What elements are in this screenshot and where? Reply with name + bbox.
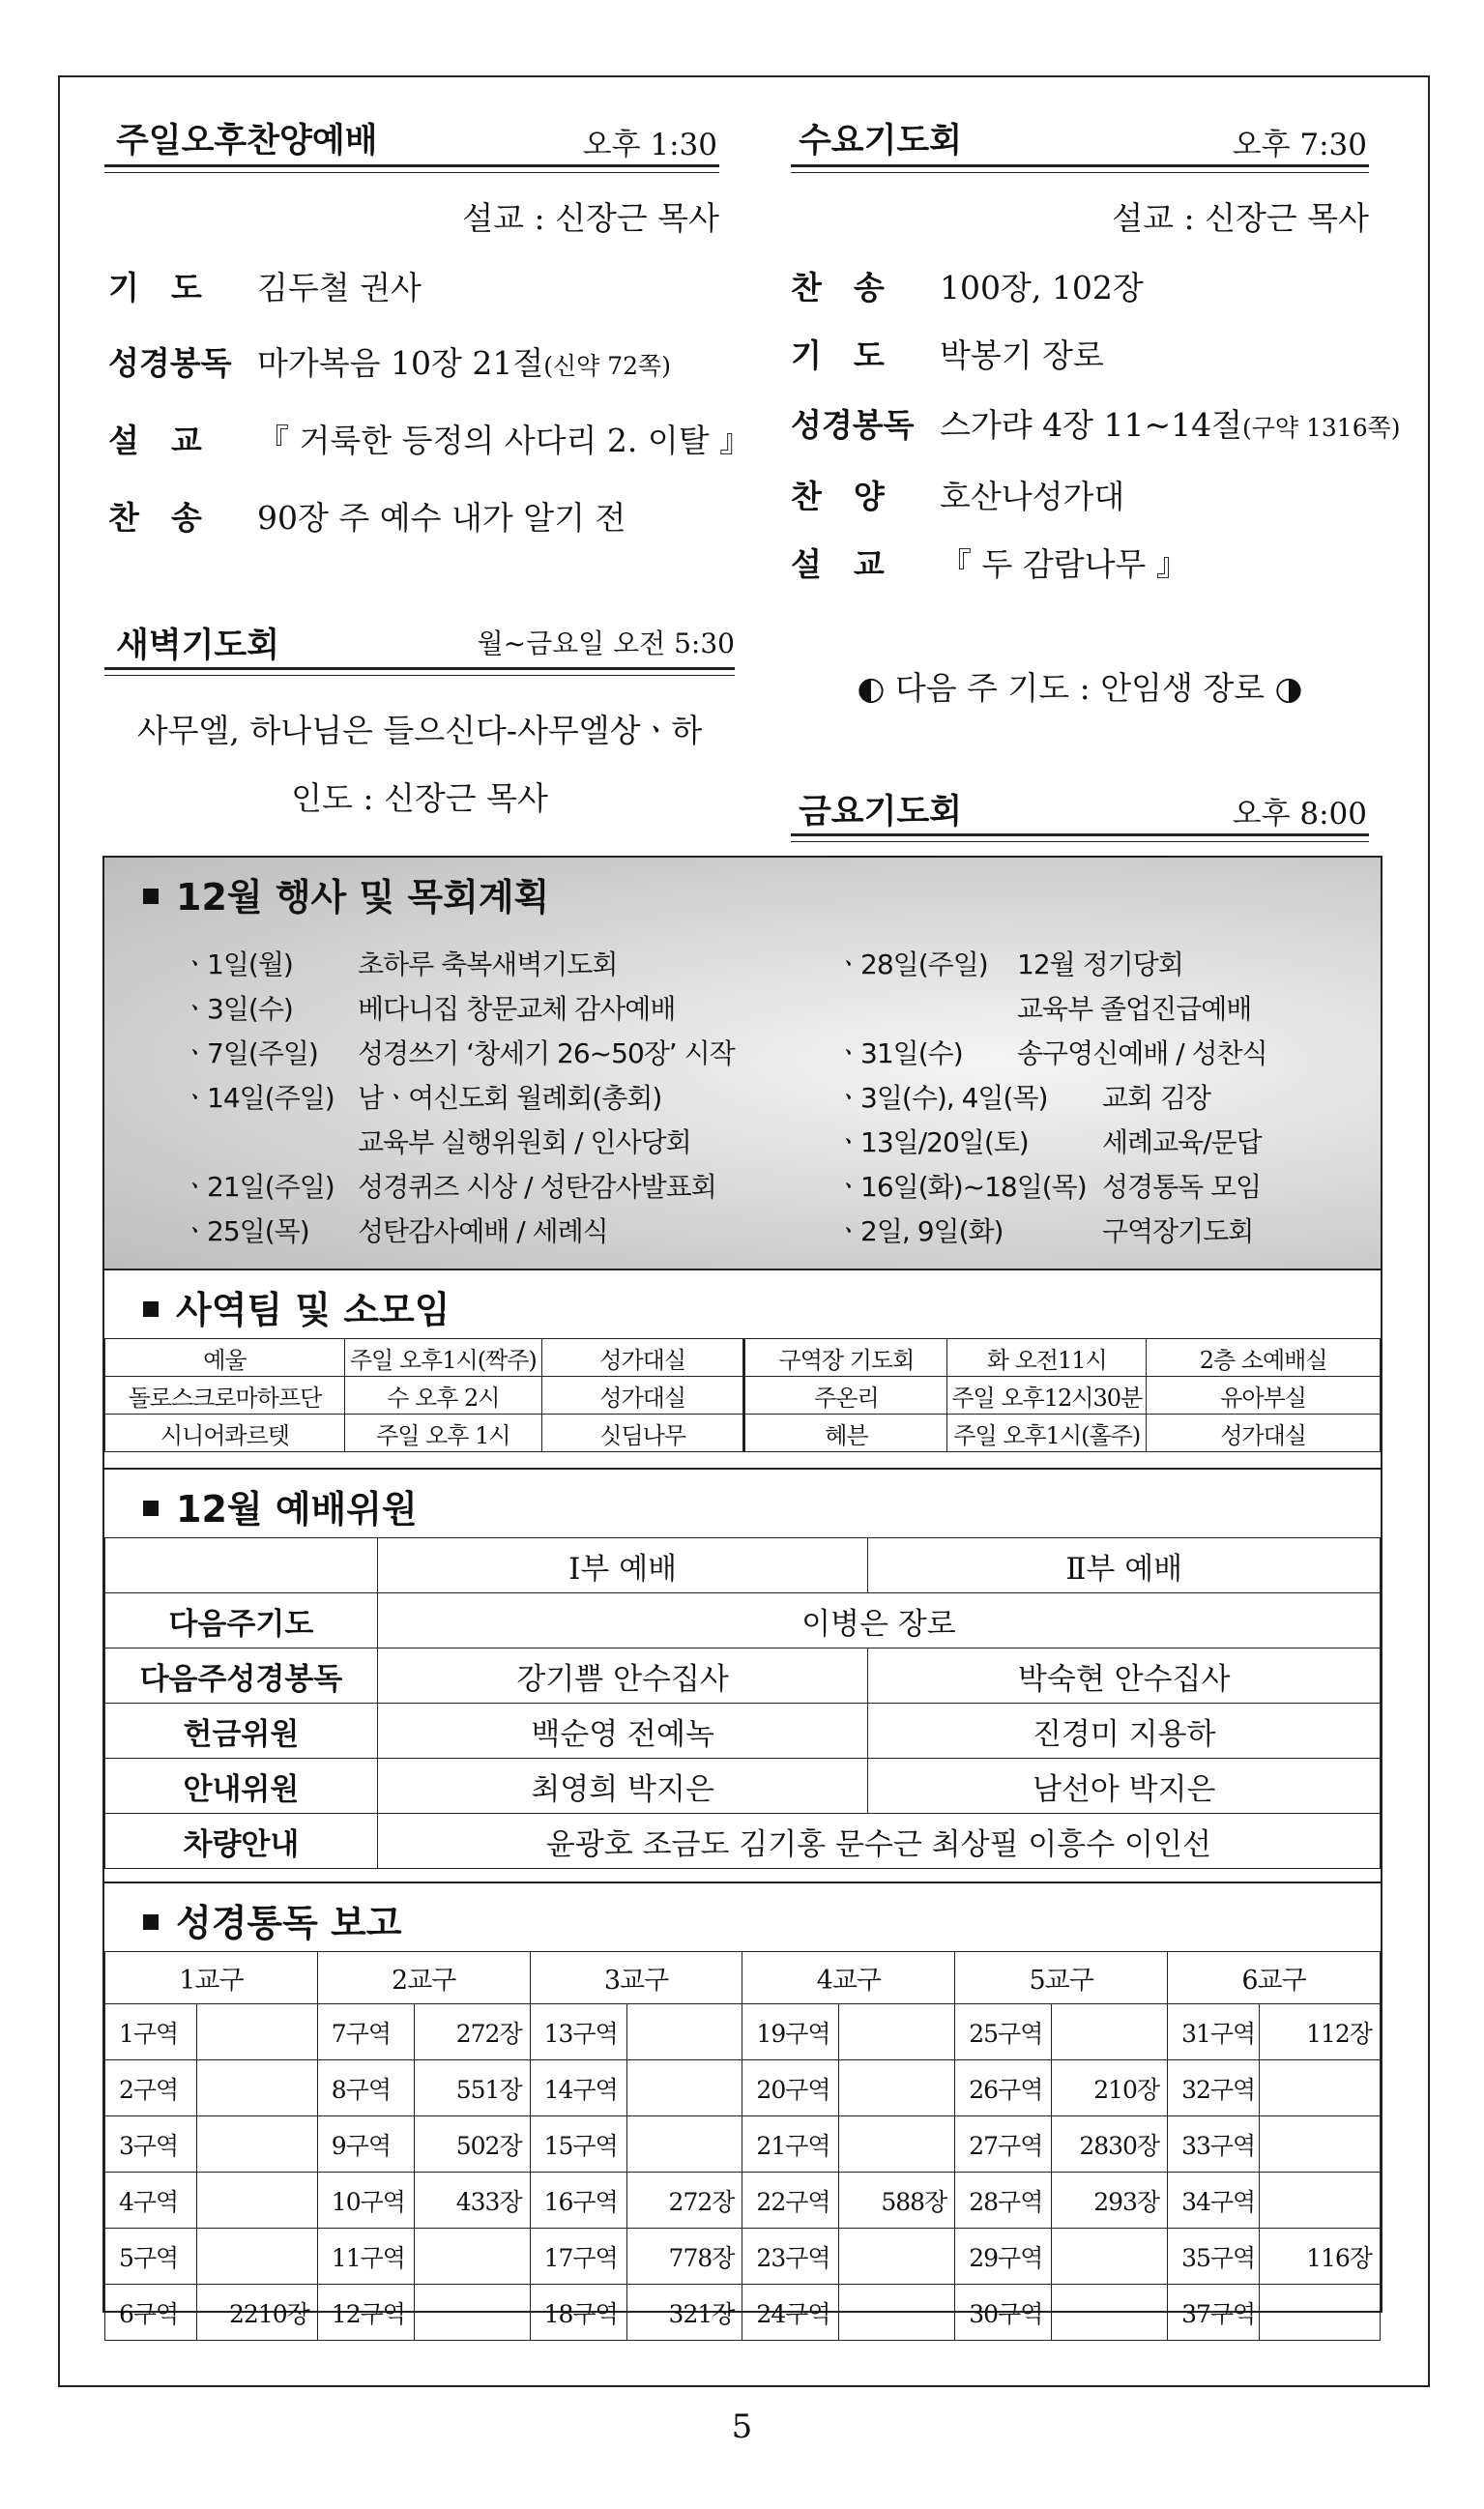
- area-cell: 25구역: [955, 2004, 1052, 2060]
- table-cell: 주일 오후1시(짝주): [344, 1339, 541, 1377]
- table-cell: 수 오후 2시: [344, 1377, 541, 1415]
- area-cell: 23구역: [742, 2229, 839, 2285]
- chapters-cell: [626, 2116, 742, 2173]
- chapters-cell: 433장: [414, 2173, 530, 2229]
- chapters-cell: 588장: [839, 2173, 955, 2229]
- event-desc: 송구영신예배 / 성찬식: [1017, 1037, 1267, 1069]
- table-row: [105, 1415, 1381, 1452]
- events-section: [104, 858, 1381, 1269]
- area-cell: 19구역: [742, 2004, 839, 2060]
- area-cell: 14구역: [530, 2060, 626, 2116]
- bible-report-title: 성경통독 보고: [143, 1893, 401, 1946]
- row-header: 안내위원: [105, 1759, 378, 1814]
- wednesday-row-label: 기 도: [791, 336, 885, 374]
- table-cell: [105, 1538, 378, 1593]
- event-date: ㆍ28일(주일): [835, 948, 988, 980]
- square-bullet-icon: [143, 1501, 159, 1516]
- chapters-cell: [1260, 2285, 1381, 2341]
- table-cell: 시니어콰르텟: [105, 1415, 345, 1452]
- area-cell: 20구역: [742, 2060, 839, 2116]
- chapters-cell: [196, 2004, 317, 2060]
- event-date: ㆍ13일/20일(토): [835, 1126, 1029, 1158]
- wednesday-row-label: 찬 양: [791, 478, 885, 515]
- event-date: ㆍ25일(목): [182, 1215, 309, 1247]
- wednesday-rule: [791, 164, 1369, 173]
- table-cell: 구역장 기도회: [744, 1339, 947, 1377]
- area-cell: 10구역: [317, 2173, 414, 2229]
- dawn-leader: 인도 : 신장근 목사: [291, 779, 548, 817]
- area-cell: 17구역: [530, 2229, 626, 2285]
- sunday-pm-row-label: 기 도: [108, 269, 202, 306]
- event-desc: 베다니집 창문교체 감사예배: [358, 993, 676, 1025]
- chapters-cell: [196, 2229, 317, 2285]
- chapters-cell: 551장: [414, 2060, 530, 2116]
- area-cell: 33구역: [1168, 2116, 1260, 2173]
- bible-report-header: [104, 1882, 1381, 1953]
- bible-report-table: [104, 1951, 1381, 2341]
- event-desc: 성경쓰기 ‘창세기 26~50장’ 시작: [358, 1037, 735, 1069]
- event-date: ㆍ21일(주일): [182, 1171, 335, 1203]
- area-cell: 22구역: [742, 2173, 839, 2229]
- service-2-header: Ⅱ부 예배: [868, 1538, 1381, 1593]
- area-cell: 5구역: [105, 2229, 197, 2285]
- table-row: [105, 1339, 1381, 1377]
- table-cell: 유아부실: [1147, 1377, 1381, 1415]
- event-desc: 초하루 축복새벽기도회: [358, 948, 618, 980]
- area-cell: 9구역: [317, 2116, 414, 2173]
- friday-rule: [791, 833, 1369, 842]
- table-cell: 돌로스크로마하프단: [105, 1377, 345, 1415]
- table-cell: 화 오전11시: [947, 1339, 1147, 1377]
- worship-staff-header: [104, 1468, 1381, 1539]
- area-cell: 34구역: [1168, 2173, 1260, 2229]
- group-header: 3교구: [530, 1952, 742, 2004]
- table-row: [105, 1952, 1381, 2004]
- chapters-cell: [414, 2285, 530, 2341]
- area-cell: 30구역: [955, 2285, 1052, 2341]
- sunday-pm-row-value: 김두철 권사: [257, 269, 422, 306]
- table-cell: 주온리: [744, 1377, 947, 1415]
- friday-title: 금요기도회: [799, 793, 963, 831]
- event-desc: 교육부 졸업진급예배: [1017, 993, 1252, 1025]
- chapters-cell: 293장: [1052, 2173, 1168, 2229]
- dawn-rule: [104, 667, 735, 676]
- chapters-cell: [1260, 2116, 1381, 2173]
- area-cell: 3구역: [105, 2116, 197, 2173]
- table-cell: 남선아 박지은: [868, 1759, 1381, 1814]
- row-header: 차량안내: [105, 1814, 378, 1869]
- chapters-cell: [839, 2004, 955, 2060]
- area-cell: 15구역: [530, 2116, 626, 2173]
- chapters-cell: [1052, 2285, 1168, 2341]
- ministry-title: 사역팀 및 소모임: [143, 1280, 450, 1333]
- table-row: [105, 1377, 1381, 1415]
- dawn-title: 새벽기도회: [116, 627, 280, 665]
- service-1-header: Ⅰ부 예배: [377, 1538, 868, 1593]
- sunday-pm-preacher: 설교 : 신장근 목사: [462, 199, 719, 237]
- sunday-pm-row-label: 찬 송: [108, 499, 202, 537]
- area-cell: 4구역: [105, 2173, 197, 2229]
- table-row: [105, 2229, 1381, 2285]
- row-header: 다음주성경봉독: [105, 1648, 378, 1704]
- square-bullet-icon: [143, 889, 159, 904]
- wednesday-row-label: 성경봉독: [791, 406, 915, 444]
- area-cell: 32구역: [1168, 2060, 1260, 2116]
- area-cell: 24구역: [742, 2285, 839, 2341]
- sunday-pm-row-label: 성경봉독: [108, 344, 232, 382]
- chapters-cell: [1052, 2004, 1168, 2060]
- area-cell: 13구역: [530, 2004, 626, 2060]
- wednesday-time: 오후 7:30: [1232, 128, 1367, 162]
- worship-staff-table: [104, 1537, 1381, 1869]
- chapters-cell: 778장: [626, 2229, 742, 2285]
- chapters-cell: 272장: [626, 2173, 742, 2229]
- chapters-cell: [839, 2060, 955, 2116]
- chapters-cell: [196, 2060, 317, 2116]
- dawn-time: 월~금요일 오전 5:30: [477, 627, 735, 659]
- chapters-cell: [196, 2116, 317, 2173]
- chapters-cell: 2830장: [1052, 2116, 1168, 2173]
- wednesday-row-value: 100장, 102장: [940, 269, 1144, 306]
- friday-time: 오후 8:00: [1232, 797, 1367, 831]
- area-cell: 27구역: [955, 2116, 1052, 2173]
- event-date: ㆍ16일(화)~18일(목): [835, 1171, 1087, 1203]
- area-cell: 21구역: [742, 2116, 839, 2173]
- table-cell: 주일 오후12시30분: [947, 1377, 1147, 1415]
- area-cell: 29구역: [955, 2229, 1052, 2285]
- table-cell: 싯딤나무: [541, 1415, 744, 1452]
- wednesday-row-value: 박봉기 장로: [940, 336, 1104, 374]
- event-desc: 교육부 실행위원회 / 인사당회: [358, 1126, 691, 1158]
- area-cell: 28구역: [955, 2173, 1052, 2229]
- area-cell: 2구역: [105, 2060, 197, 2116]
- chapters-cell: 2210장: [196, 2285, 317, 2341]
- area-cell: 18구역: [530, 2285, 626, 2341]
- table-cell: 성가대실: [541, 1339, 744, 1377]
- table-cell: 2층 소예배실: [1147, 1339, 1381, 1377]
- chapters-cell: [196, 2173, 317, 2229]
- table-cell: 백순영 전예녹: [377, 1704, 868, 1759]
- table-row: [105, 2173, 1381, 2229]
- table-cell: 강기쁨 안수집사: [377, 1648, 868, 1704]
- wednesday-row-value: 호산나성가대: [940, 478, 1125, 515]
- wednesday-row-note: (구약 1316쪽): [1242, 414, 1401, 442]
- group-header: 1교구: [105, 1952, 318, 2004]
- wednesday-row-value: 스가랴 4장 11~14절(구약 1316쪽): [940, 406, 1401, 444]
- table-cell: 성가대실: [1147, 1415, 1381, 1452]
- table-row: [105, 1759, 1381, 1814]
- chapters-cell: [1260, 2173, 1381, 2229]
- table-cell: 예울: [105, 1339, 345, 1377]
- table-cell: 주일 오후 1시: [344, 1415, 541, 1452]
- table-cell: 진경미 지용하: [868, 1704, 1381, 1759]
- sunday-pm-title: 주일오후찬양예배: [116, 122, 378, 160]
- ministry-header: [104, 1269, 1381, 1340]
- chapters-cell: [414, 2229, 530, 2285]
- sunday-pm-row-value: 90장 주 예수 내가 알기 전: [257, 499, 626, 537]
- table-row: [105, 2285, 1381, 2341]
- area-cell: 35구역: [1168, 2229, 1260, 2285]
- event-date: ㆍ2일, 9일(화): [835, 1215, 1004, 1247]
- dawn-series: 사무엘, 하나님은 들으신다-사무엘상ㆍ하: [136, 712, 703, 749]
- event-date: ㆍ14일(주일): [182, 1082, 335, 1114]
- table-row: [105, 2004, 1381, 2060]
- table-row: [105, 1538, 1381, 1593]
- table-cell: 이병은 장로: [377, 1593, 1380, 1648]
- chapters-cell: [1052, 2229, 1168, 2285]
- event-desc: 세례교육/문답: [1102, 1126, 1262, 1158]
- event-desc: 교회 김장: [1102, 1082, 1211, 1114]
- chapters-cell: 210장: [1052, 2060, 1168, 2116]
- area-cell: 8구역: [317, 2060, 414, 2116]
- event-date: ㆍ31일(수): [835, 1037, 963, 1069]
- next-prayer-note: ◐ 다음 주 기도 : 안임생 장로 ◑: [857, 669, 1303, 707]
- area-cell: 26구역: [955, 2060, 1052, 2116]
- square-bullet-icon: [143, 1914, 159, 1930]
- chapters-cell: [839, 2229, 955, 2285]
- wednesday-row-label: 설 교: [791, 545, 885, 583]
- table-row: [105, 1704, 1381, 1759]
- sunday-pm-rule: [104, 164, 719, 173]
- bulletin-box: [102, 856, 1382, 2328]
- area-cell: 11구역: [317, 2229, 414, 2285]
- event-date: ㆍ3일(수): [182, 993, 293, 1025]
- worship-staff-title: 12월 예배위원: [143, 1479, 418, 1532]
- table-row: [105, 1593, 1381, 1648]
- group-header: 6교구: [1168, 1952, 1381, 2004]
- group-header: 2교구: [317, 1952, 530, 2004]
- area-cell: 6구역: [105, 2285, 197, 2341]
- events-title: 12월 행사 및 목회계획: [143, 867, 549, 920]
- area-cell: 7구역: [317, 2004, 414, 2060]
- table-row: [105, 1814, 1381, 1869]
- chapters-cell: [1260, 2060, 1381, 2116]
- event-desc: 성경통독 모임: [1102, 1171, 1262, 1203]
- area-cell: 16구역: [530, 2173, 626, 2229]
- chapters-cell: [839, 2116, 955, 2173]
- area-cell: 37구역: [1168, 2285, 1260, 2341]
- sunday-pm-row-note: (신약 72쪽): [543, 352, 671, 380]
- event-desc: 성탄감사예배 / 세례식: [358, 1215, 608, 1247]
- event-date: ㆍ7일(주일): [182, 1037, 318, 1069]
- table-cell: 최영희 박지은: [377, 1759, 868, 1814]
- chapters-cell: 112장: [1260, 2004, 1381, 2060]
- chapters-cell: 272장: [414, 2004, 530, 2060]
- row-header: 다음주기도: [105, 1593, 378, 1648]
- table-row: [105, 1648, 1381, 1704]
- chapters-cell: 502장: [414, 2116, 530, 2173]
- wednesday-row-value: 『 두 감람나무 』: [940, 545, 1188, 583]
- chapters-cell: 321장: [626, 2285, 742, 2341]
- area-cell: 1구역: [105, 2004, 197, 2060]
- event-desc: 12월 정기당회: [1017, 948, 1183, 980]
- page-number: 5: [731, 2407, 753, 2446]
- table-cell: 박숙현 안수집사: [868, 1648, 1381, 1704]
- table-row: [105, 2116, 1381, 2173]
- group-header: 4교구: [742, 1952, 955, 2004]
- chapters-cell: 116장: [1260, 2229, 1381, 2285]
- wednesday-preacher: 설교 : 신장근 목사: [1112, 199, 1369, 237]
- event-date: ㆍ3일(수), 4일(목): [835, 1082, 1048, 1114]
- row-header: 헌금위원: [105, 1704, 378, 1759]
- table-cell: 윤광호 조금도 김기홍 문수근 최상필 이흥수 이인선: [377, 1814, 1380, 1869]
- event-desc: 구역장기도회: [1102, 1215, 1254, 1247]
- sunday-pm-row-value: 『 거룩한 등정의 사다리 2. 이탈 』: [257, 422, 752, 459]
- sunday-pm-row-value: 마가복음 10장 21절(신약 72쪽): [257, 344, 671, 382]
- table-cell: 성가대실: [541, 1377, 744, 1415]
- chapters-cell: [626, 2060, 742, 2116]
- table-cell: 혜븐: [744, 1415, 947, 1452]
- table-cell: 주일 오후1시(홀주): [947, 1415, 1147, 1452]
- wednesday-row-label: 찬 송: [791, 269, 885, 306]
- square-bullet-icon: [143, 1301, 159, 1317]
- event-desc: 남ㆍ여신도회 월례회(총회): [358, 1082, 662, 1114]
- table-row: [105, 2060, 1381, 2116]
- wednesday-title: 수요기도회: [799, 122, 963, 160]
- sunday-pm-time: 오후 1:30: [582, 128, 717, 162]
- area-cell: 31구역: [1168, 2004, 1260, 2060]
- chapters-cell: [626, 2004, 742, 2060]
- area-cell: 12구역: [317, 2285, 414, 2341]
- event-desc: 성경퀴즈 시상 / 성탄감사발표회: [358, 1171, 716, 1203]
- ministry-table: [104, 1338, 1381, 1452]
- sunday-pm-row-label: 설 교: [108, 422, 202, 459]
- event-date: ㆍ1일(월): [182, 948, 293, 980]
- group-header: 5교구: [955, 1952, 1168, 2004]
- chapters-cell: [839, 2285, 955, 2341]
